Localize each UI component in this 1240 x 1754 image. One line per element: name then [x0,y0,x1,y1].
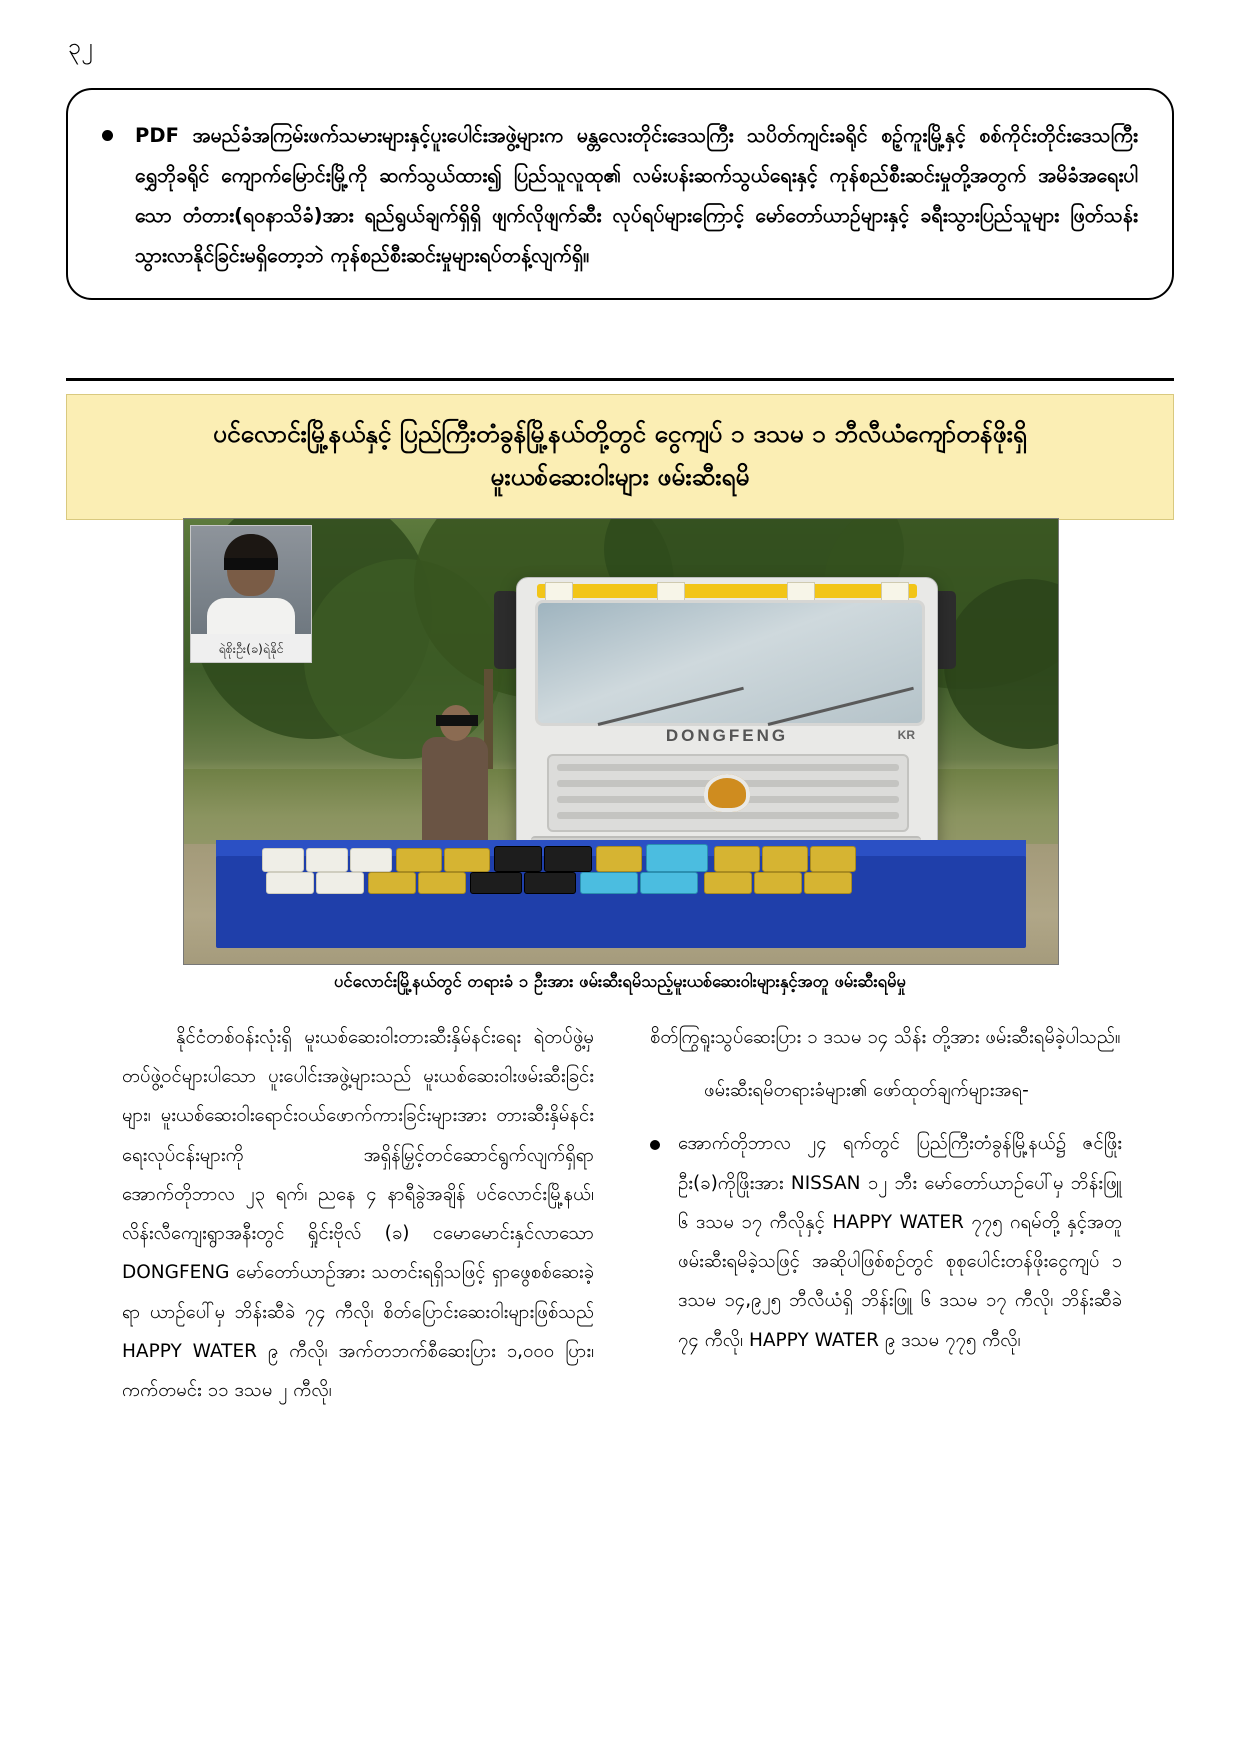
truck-model-badge: KR [897,728,915,742]
seized-package [704,872,752,894]
seized-package [544,846,592,872]
truck-mirror-left [494,591,518,669]
seized-package [266,872,314,894]
section-divider [66,378,1174,381]
seized-package [810,846,856,872]
bullet-icon [102,130,113,141]
news-photo [183,518,1059,965]
truck-sun-visor [537,584,917,598]
wiper [598,687,744,726]
seized-package [762,846,808,872]
portrait-shirt [207,598,295,634]
seized-package [640,872,698,894]
suspect-figure [422,737,488,847]
truck-logo-icon [704,774,750,812]
right-paragraph-2: ဖမ်းဆီးရမိတရားခံများ၏ ဖော်ထုတ်ချက်များအရ- [704,1080,1029,1102]
right-paragraph-1: စိတ်ကြွရူးသွပ်ဆေးပြား ၁ ဒသမ ၁၄ သိန်း တို့အား ဖမ်းဆီးရမိခဲ့ပါသည်။ [650,1027,1121,1048]
portrait-hair [224,534,278,560]
left-paragraph: နိုင်ငံတစ်ဝန်းလုံးရှိ မူးယစ်ဆေးဝါးတားဆီးနှိမ်နင်းရေး ရဲတပ်ဖွဲ့မှ တပ်ဖွဲ့ဝင်များပါသော ပူးပေါင်းအဖွဲ့များသည် မူးယစ်ဆေးဝါးဖမ်းဆီးခြင်းများ၊ မူးယစ်ဆေးဝါးရောင်းဝယ်ဖောက်ကားခြင်းများအား တားဆီးနှိမ်နင်းရေးလုပ်ငန်းများကို အရှိန်မြှင့်တင်ဆောင်ရွက်လျက်ရှိရာ အောက်တိုဘာလ ၂၃ ရက်၊ ညနေ ၄ နာရီခွဲအချိန် ပင်လောင်းမြို့နယ်၊ လိန်းလီကျေးရွာအနီးတွင် ရှိုင်းဗိုလ် (ခ) ငမောမောင်းနှင်လာသော DONGFENG မော်တော်ယာဉ်အား သတင်းရရှိသဖြင့် ရှာဖွေစစ်ဆေးခဲ့ရာ ယာဉ်ပေါ်မှ ဘိန်းဆီခဲ ၇၄ ကီလို၊ စိတ်ပြောင်းဆေးဝါးများဖြစ်သည် HAPPY WATER ၉ ကီလို၊ အက်တဘက်စီဆေးပြား ၁,၀၀၀ ပြား၊ ကက်တမင်း ၁၁ ဒသမ ၂ ကီလို၊ [122,1027,594,1401]
seized-package [524,872,576,894]
callout-row [102,116,1138,276]
seized-package [754,872,802,894]
headline-banner [66,394,1174,520]
portrait-redaction-bar [224,558,278,570]
seized-package [316,872,364,894]
truck-brand-label: DONGFENG [665,726,789,745]
callout-text: PDF အမည်ခံအကြမ်းဖက်သမားများနှင့်ပူးပေါင်းအဖွဲ့များက မန္တလေးတိုင်းဒေသကြီး သပိတ်ကျင်းခရိုင် စဉ့်ကူးမြို့နှင့် စစ်ကိုင်းတိုင်းဒေသကြီး ရွှေဘိုခရိုင် ကျောက်မြောင်းမြို့ကို ဆက်သွယ်ထား၍ ပြည်သူလူထု၏ လမ်းပန်းဆက်သွယ်ရေးနှင့် ကုန်စည်စီးဆင်းမှုတို့အတွက် အမိခံအရေးပါသော တံတား(ရဝနာသိခံ)အား ရည်ရွယ်ချက်ရှိရှိ ဖျက်လိုဖျက်ဆီး လုပ်ရပ်များကြောင့် မော်တော်ယာဉ်များနှင့် ခရီးသွားပြည်သူများ ဖြတ်သန်းသွားလာနိုင်ခြင်းမရှိတော့ဘဲ ကုန်စည်စီးဆင်းမှုများရပ်တန့်လျက်ရှိ။ [135,124,1138,267]
seized-package [580,872,638,894]
seized-package [262,848,304,872]
face-redaction-bar [436,715,478,726]
seized-package [804,872,852,894]
seized-package [418,872,466,894]
page-number: ၃၂ [68,34,94,60]
truck-windshield [535,600,925,726]
seized-package [350,848,392,872]
seized-package [646,844,708,872]
portrait-photo [191,526,311,634]
seized-package [396,848,442,872]
headline-line-1: ပင်လောင်းမြို့နယ်နှင့် ပြည်ကြီးတံခွန်မြို့နယ်တို့တွင် ငွေကျပ် ၁ ဒသမ ၁ ဘီလီယံကျော်တန်ဖိုးရှိ [213,419,1027,448]
callout-box [66,88,1174,300]
seized-package [470,872,522,894]
suspect-portrait-inset [190,525,312,663]
bullet-list-item [650,1124,1122,1359]
wiper [768,687,914,726]
seized-package [306,848,348,872]
seized-package [596,846,642,872]
truck [516,577,938,879]
body-column-left [122,1018,594,1424]
seized-package [368,872,416,894]
bullet-icon [650,1140,660,1150]
seized-package [494,846,542,872]
seized-package [714,846,760,872]
bullet-text: အောက်တိုဘာလ ၂၄ ရက်တွင် ပြည်ကြီးတံခွန်မြို့နယ်၌ ဇင်ဖြိုးဦး(ခ)ကိုဖြိုးအား NISSAN ၁၂ ဘီး မော်တော်ယာဉ်ပေါ်မှ ဘိန်းဖြူ ၆ ဒသမ ၁၇ ကီလိုနှင့် HAPPY WATER ၇၇၅ ဂရမ်တို့ နှင့်အတူ ဖမ်းဆီးရမိခဲ့သဖြင့် အဆိုပါဖြစ်စဉ်တွင် စုစုပေါင်းတန်ဖိုးငွေကျပ် ၁ ဒသမ ၁၄,၉၂၅ ဘီလီယံရှိ ဘိန်းဖြူ ၆ ဒသမ ၁၇ ကီလို၊ ဘိန်းဆီခဲ ၇၄ ကီလို၊ HAPPY WATER ၉ ဒသမ ၇၇၅ ကီလို၊ [678,1133,1122,1351]
body-columns [122,1018,1122,1424]
portrait-caption: ရဲစိုးဦး(ခ)ရဲနိုင် [218,641,284,656]
photo-caption: ပင်လောင်းမြို့နယ်တွင် တရားခံ ၁ ဦးအား ဖမ်းဆီးရမိသည့်မူးယစ်ဆေးဝါးများနှင့်အတူ ဖမ်းဆီးရမိမှု [334,972,906,991]
headline-line-2: မူးယစ်ဆေးဝါးများ ဖမ်းဆီးရမိ [490,461,750,491]
seized-package [444,848,490,872]
body-column-right [650,1018,1122,1424]
